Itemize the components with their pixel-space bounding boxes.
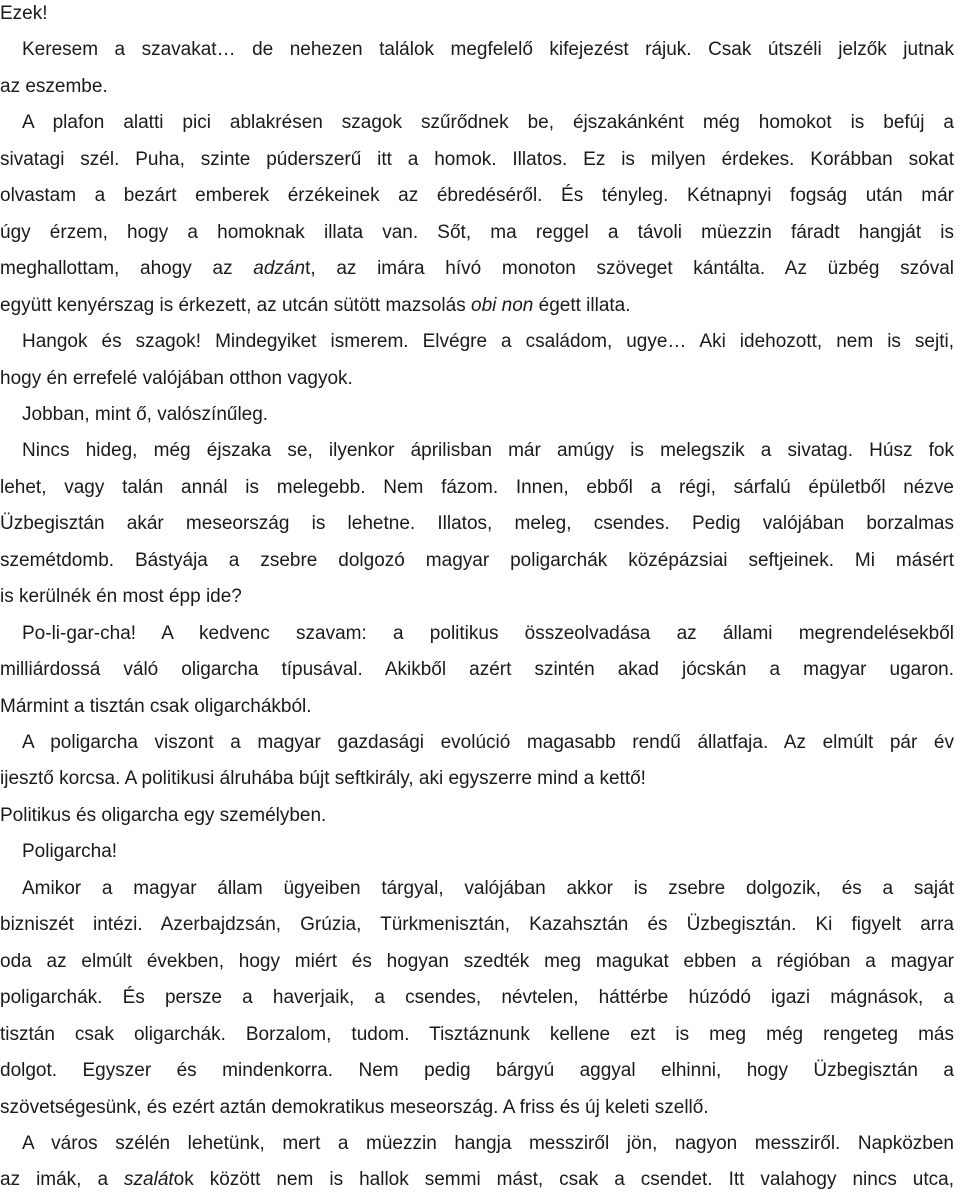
text-line [0, 1053, 954, 1089]
text-segment: A plafon alatti pici ablakrésen szagok szűrődnek be, éjszakánként még homokot is befúj a [22, 112, 954, 134]
text-segment: Ezek! [0, 3, 48, 24]
text-line-content [0, 288, 954, 324]
text-segment: Mármint a tisztán csak oligarchákból. [0, 695, 312, 717]
text-segment: dolgot. Egyszer és mindenkorra. Nem pedig bárgyú aggyal elhinni, hogy Üzbegisztán a [0, 1060, 954, 1082]
text-line-content [0, 178, 954, 214]
text-segment: t, az imára hívó monoton szöveget kántálta. Az üzbég szóval [305, 258, 954, 280]
text-line [22, 616, 954, 652]
text-line [22, 105, 954, 141]
text-line-content [22, 324, 954, 360]
text-segment: sivatagi szél. Puha, szinte púderszerű itt a homok. Illatos. Ez is milyen érdekes. Korábban sokat [0, 148, 954, 170]
italic-word: obi non [471, 294, 534, 316]
text-line [0, 178, 954, 214]
text-line-content [22, 105, 954, 141]
text-line-content [0, 1017, 954, 1053]
text-segment: hogy én errefelé valójában otthon vagyok. [0, 367, 353, 389]
text-line [22, 1126, 954, 1162]
text-line [0, 506, 954, 542]
text-line [0, 288, 954, 324]
text-line-content [0, 907, 954, 943]
text-line-content [22, 616, 954, 652]
text-line-content [0, 944, 954, 980]
text-line [0, 543, 954, 579]
text-segment: az eszembe. [0, 75, 108, 97]
text-line-content [0, 1053, 954, 1089]
text-line [0, 0, 954, 32]
text-segment: ok között nem is hallok semmi mást, csak a csendet. Itt valahogy nincs utca, [173, 1169, 954, 1191]
text-line [22, 324, 954, 360]
text-segment: meghallottam, ahogy az [0, 258, 254, 280]
text-line [22, 834, 954, 870]
text-line-content [0, 579, 954, 615]
text-line [0, 944, 954, 980]
text-segment: Keresem a szavakat… de nehezen találok megfelelő kifejezést rájuk. Csak útszéli jelzők jutnak [22, 39, 954, 61]
text-line-content [0, 0, 954, 32]
text-line [0, 1162, 954, 1198]
text-line-content [22, 834, 954, 870]
text-line-content [0, 361, 954, 397]
text-line [0, 579, 954, 615]
text-line [0, 361, 954, 397]
text-line-content [0, 142, 954, 178]
text-line-content [0, 69, 954, 105]
text-line-content [0, 543, 954, 579]
text-line [22, 725, 954, 761]
text-line-content [22, 433, 954, 469]
text-segment: bizniszét intézi. Azerbajdzsán, Grúzia, Türkmenisztán, Kazahsztán és Üzbegisztán. Ki figyelt arra [0, 914, 954, 936]
text-segment: Amikor a magyar állam ügyeiben tárgyal, valójában akkor is zsebre dolgozik, és a saját [22, 877, 954, 899]
text-line-content [22, 725, 954, 761]
text-line-content [0, 798, 954, 834]
text-segment: Politikus és oligarcha egy személyben. [0, 804, 327, 826]
text-segment: szemétdomb. Bástyája a zsebre dolgozó magyar poligarchák középázsiai seftjeinek. Mi másért [0, 549, 954, 571]
text-line-content [0, 470, 954, 506]
text-segment: ijesztő korcsa. A politikusi álruhába bújt seftkirály, aki egyszerre mind a kettő! [0, 768, 646, 790]
text-segment: együtt kenyérszag is érkezett, az utcán sütött mazsolás [0, 294, 472, 316]
text-segment: Nincs hideg, még éjszaka se, ilyenkor áprilisban már amúgy is melegszik a sivatag. Húsz fok [22, 440, 954, 462]
text-line [0, 980, 954, 1016]
text-line-content [22, 871, 954, 907]
text-line [22, 433, 954, 469]
text-segment: Üzbegisztán akár meseország is lehetne. Illatos, meleg, csendes. Pedig valójában borzalmas [0, 513, 954, 535]
text-segment: is kerülnék én most épp ide? [0, 586, 242, 608]
text-line [0, 689, 954, 725]
text-segment: úgy érzem, hogy a homoknak illata van. Sőt, ma reggel a távoli müezzin fáradt hangját is [0, 221, 954, 243]
text-segment: oda az elmúlt években, hogy miért és hogyan szedték meg magukat ebben a régióban a magyar [0, 950, 954, 972]
text-segment: Hangok és szagok! Mindegyiket ismerem. Elvégre a családom, ugye… Aki idehozott, nem is sejti, [22, 331, 954, 353]
text-segment: az imák, a [0, 1169, 125, 1191]
italic-word: szalát [124, 1169, 174, 1191]
text-line-content [0, 761, 954, 797]
text-line-content [0, 1162, 954, 1198]
text-segment: égett illata. [533, 294, 631, 316]
text-line-content [22, 32, 954, 68]
text-segment: A poligarcha viszont a magyar gazdasági evolúció magasabb rendű állatfaja. Az elmúlt pár év [22, 732, 954, 753]
text-line [0, 1017, 954, 1053]
text-segment: poligarchák. És persze a haverjaik, a csendes, névtelen, háttérbe húzódó igazi mágnások, a [0, 987, 954, 1009]
text-line [0, 907, 954, 943]
text-segment: tisztán csak oligarchák. Borzalom, tudom. Tisztáznunk kellene ezt is meg még rengeteg más [0, 1023, 954, 1045]
text-line [22, 397, 954, 433]
text-segment: lehet, vagy talán annál is melegebb. Nem fázom. Innen, ebből a régi, sárfalú épületből nézve [0, 476, 954, 498]
text-segment: szövetségesünk, és ezért aztán demokratikus meseország. A friss és új keleti szellő. [0, 1096, 709, 1118]
text-segment: olvastam a bezárt emberek érzékeinek az ébredéséről. És tényleg. Kétnapnyi fogság után már [0, 185, 954, 207]
text-line-content [0, 980, 954, 1016]
text-segment: milliárdossá váló oligarcha típusával. Akikből azért szintén akad jócskán a magyar ugaron. [0, 659, 954, 681]
text-line [0, 652, 954, 688]
text-line-content [22, 1126, 954, 1162]
text-line-content [0, 506, 954, 542]
text-line [0, 470, 954, 506]
text-line [0, 761, 954, 797]
text-segment: Poligarcha! [22, 841, 118, 863]
text-line [0, 251, 954, 287]
text-line-content [22, 397, 954, 433]
text-segment: A város szélén lehetünk, mert a müezzin hangja messziről jön, nagyon messziről. Napközben [22, 1132, 954, 1154]
text-line [0, 142, 954, 178]
text-line [22, 32, 954, 68]
text-segment: Jobban, mint ő, valószínűleg. [22, 403, 269, 425]
text-line-content [0, 251, 954, 287]
text-line [22, 871, 954, 907]
text-line-content [0, 1090, 954, 1126]
text-line-content [0, 689, 954, 725]
text-line [0, 1090, 954, 1126]
italic-word: adzán [253, 258, 306, 280]
text-line [0, 798, 954, 834]
text-line [0, 69, 954, 105]
text-segment: Po-li-gar-cha! A kedvenc szavam: a politikus összeolvadása az állami megrendelésekből [22, 622, 954, 644]
text-line-content [0, 215, 954, 251]
text-line [0, 215, 954, 251]
text-line-content [0, 652, 954, 688]
